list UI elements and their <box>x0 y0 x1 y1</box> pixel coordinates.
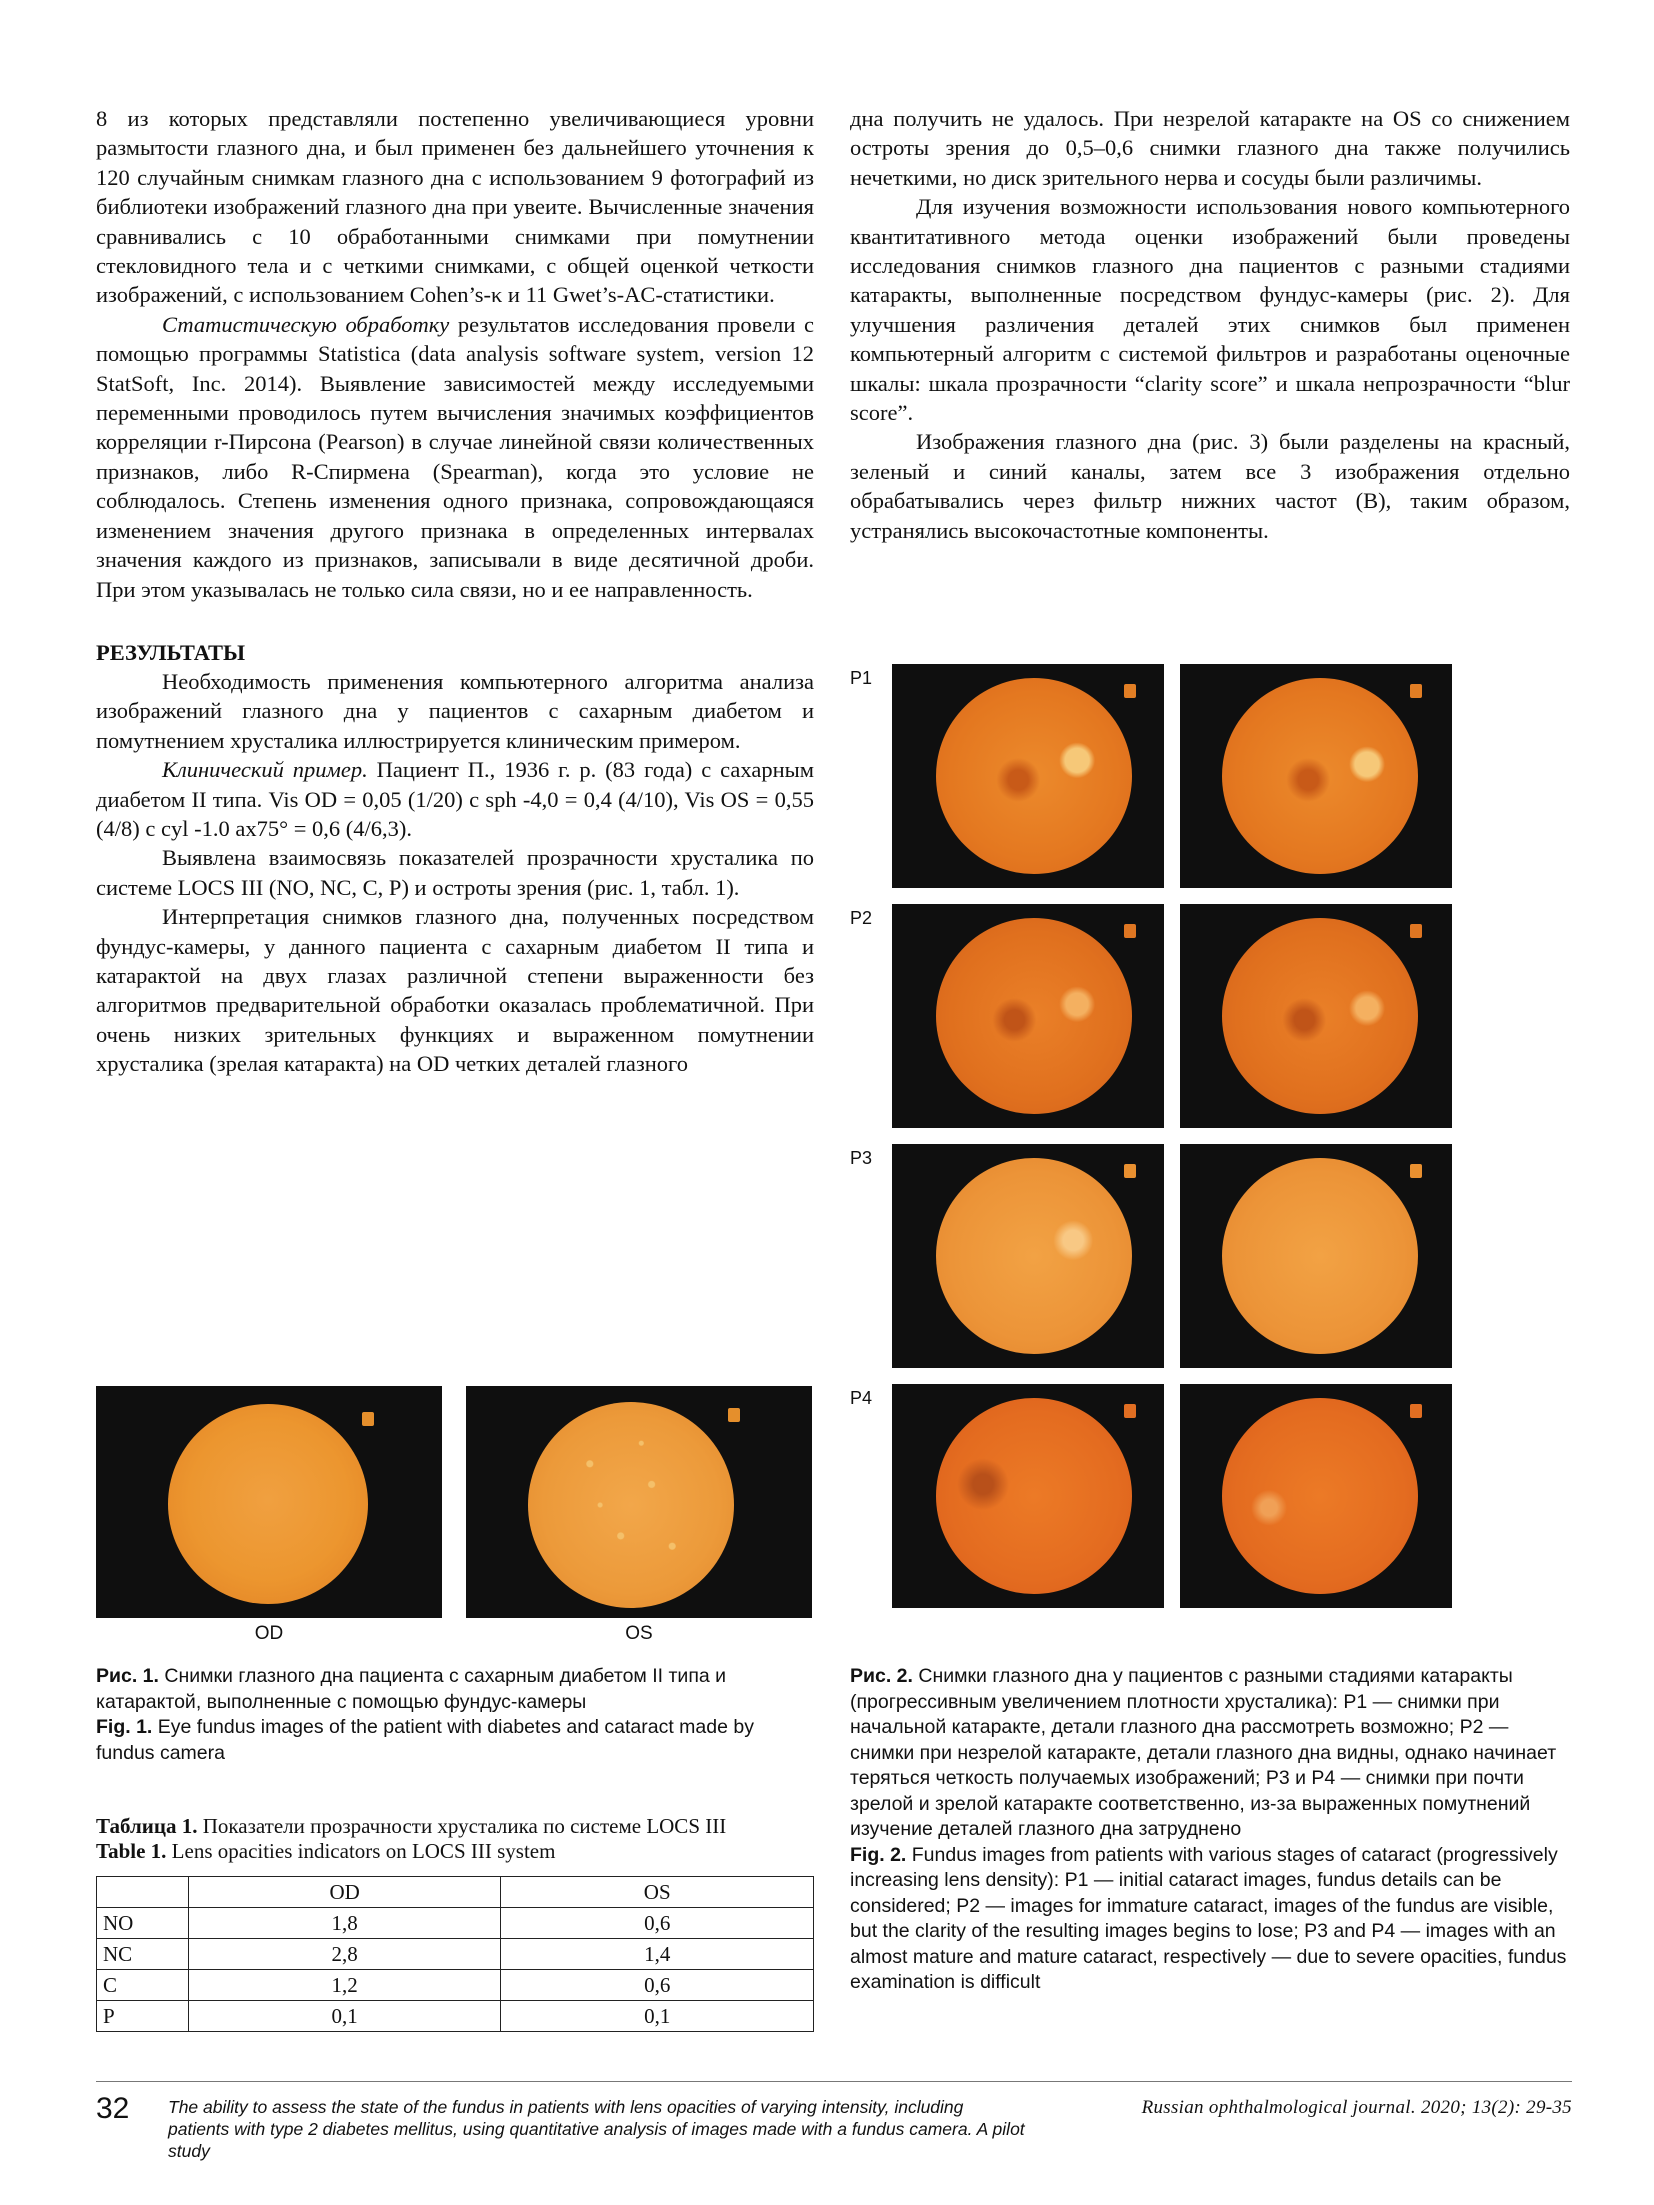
footer-article-title: The ability to assess the state of the fundus in patients with lens opacities of varying intensity, including patients with type 2 diabetes mellitus, using quantitative analysis of images made with a fundus camera. A pilot study <box>168 2097 1025 2161</box>
figure-2-caption <box>850 1664 1572 1996</box>
table-row <box>97 2001 814 2032</box>
table-header-cell <box>97 1877 189 1908</box>
fundus-disc <box>1222 918 1418 1114</box>
fundus-notch <box>1410 924 1422 938</box>
fundus-image-p2-left <box>892 904 1164 1128</box>
fundus-disc <box>1222 1158 1418 1354</box>
table-cell: 1,4 <box>501 1939 814 1970</box>
footer-journal: Russian ophthalmological journal. 2020; 13(2): 29-35 <box>1141 2097 1572 2118</box>
fundus-image-os <box>466 1386 812 1618</box>
row-label-p2: P2 <box>850 908 873 928</box>
table-1-title-ru: Таблица 1. Показатели прозрачности хрусталика по системе LOCS III <box>96 1814 727 1838</box>
page-number: 32 <box>96 2092 130 2125</box>
figure-1-caption-en: Fig. 1. Eye fundus images of the patient with diabetes and cataract made by fundus camera <box>96 1716 754 1764</box>
row-label-p3: P3 <box>850 1148 873 1168</box>
fundus-image-p4-right <box>1180 1384 1452 1608</box>
fundus-notch <box>1410 1164 1422 1178</box>
statistics-emphasis: Статистическую обработку <box>162 311 450 337</box>
table-cell: 1,8 <box>188 1908 501 1939</box>
fundus-image-p2-right <box>1180 904 1452 1128</box>
table-cell: 0,6 <box>501 1970 814 2001</box>
right-paragraph-method: Для изучения возможности использования нового компьютерного квантитативного метода оценки изображений были проведены исследования снимков глазного дна пациентов с разными стадиями катаракты, выполненные посредством фундус-камеры (рис. 2). Для улучшения различения деталей этих снимков был применен компьютерный алгоритм с системой фильтров и разработаны оценочные шкалы: шкала прозрачности “clarity score” и шкала непрозрачности “blur score”. <box>850 194 1570 426</box>
fundus-image-p3-left <box>892 1144 1164 1368</box>
row-label-p4: P4 <box>850 1388 873 1408</box>
fundus-disc <box>936 918 1132 1114</box>
table-cell: 0,6 <box>501 1908 814 1939</box>
left-paragraph-clinical <box>96 755 814 843</box>
table-header-cell: OD <box>188 1877 501 1908</box>
fundus-notch-od <box>362 1412 374 1426</box>
fundus-disc <box>1222 1398 1418 1594</box>
clinical-text: Пациент П., 1936 г. р. (83 года) с сахарным диабетом II типа. Vis OD = 0,05 (1/20) с sph -4,0 = 0,4 (4/10), Vis OS = 0,55 (4/8) с cyl -1.0 ax75° = 0,6 (4/6,3). <box>96 757 814 841</box>
table-cell: 0,1 <box>501 2001 814 2032</box>
left-paragraph-1: 8 из которых представляли постепенно увеличивающиеся уровни размытости глазного дна, и был применен без дальнейшего уточнения к 120 случайным снимкам глазного дна с использованием 9 фотографий из библиотеки изображений глазного дна при увеите. Вычисленные значения сравнивались с 10 обработанными снимками при помутнении стекловидного тела и с четкими снимками, с общей оценкой четкости изображений, с использованием Cohen’s-κ и 11 Gwet’s-AC-статистики. <box>96 106 814 308</box>
left-paragraph-correlation: Выявлена взаимосвязь показателей прозрачности хрусталика по системе LOCS III (NO, NC, C, P) и остроты зрения (рис. 1, табл. 1). <box>96 845 814 900</box>
right-column <box>850 104 1570 545</box>
label-od: OD <box>254 1623 284 1644</box>
table-cell: 0,1 <box>188 2001 501 2032</box>
figure-1-caption-ru: Рис. 1. Снимки глазного дна пациента с сахарным диабетом II типа и катарактой, выполненные с помощью фундус-камеры <box>96 1665 727 1713</box>
figure-2-caption-ru: Рис. 2. Снимки глазного дна у пациентов с разными стадиями катаракты (прогрессивным увеличением плотности хрусталика): P1 — снимки при начальной катаракте, детали глазного дна рассмотреть возможно; P2 — снимки при незрелой катаракте, детали глазного дна видны, однако начинает теряться четкость получаемых изображений; P3 и P4 — снимки при почти зрелой и зрелой катаракте соответственно, из-за выраженных помутнений изучение деталей глазного дна затруднено <box>850 1665 1557 1840</box>
locs-table <box>96 1876 814 2032</box>
fundus-image-p3-right <box>1180 1144 1452 1368</box>
fundus-notch <box>1124 1404 1136 1418</box>
fundus-disc <box>936 678 1132 874</box>
fundus-notch-os <box>728 1408 740 1422</box>
table-cell: NC <box>97 1939 189 1970</box>
footer-divider <box>96 2081 1572 2082</box>
table-header-row <box>97 1877 814 1908</box>
table-cell: 1,2 <box>188 1970 501 2001</box>
fundus-disc <box>936 1398 1132 1594</box>
right-paragraph-1: дна получить не удалось. При незрелой катаракте на OS со снижением остроты зрения до 0,5–0,6 снимки глазного дна также получились нечеткими, но диск зрительного нерва и сосуды были различимы. <box>850 106 1570 190</box>
table-row <box>97 1970 814 2001</box>
left-paragraph-statistics <box>96 310 814 604</box>
fundus-disc <box>936 1158 1132 1354</box>
table-row <box>97 1939 814 1970</box>
table-1-title-en: Table 1. Lens opacities indicators on LOCS III system <box>96 1839 556 1863</box>
fundus-disc <box>1222 678 1418 874</box>
fundus-disc-od <box>168 1404 368 1604</box>
table-cell: C <box>97 1970 189 2001</box>
right-paragraph-channels: Изображения глазного дна (рис. 3) были разделены на красный, зеленый и синий каналы, затем все 3 изображения отдельно обрабатывались через фильтр нижних частот (B), таким образом, устранялись высокочастотные компоненты. <box>850 429 1570 543</box>
figure-2-caption-en: Fig. 2. Fundus images from patients with various stages of cataract (progressively increasing lens density): P1 — initial cataract images, fundus details can be considered; P2 — images for immature cataract, images of the fundus are visible, but the clarity of the resulting images begins to lose; P3 and P4 — images with an almost mature and mature cataract, respectively — due to severe opacities, fundus examination is difficult <box>850 1843 1567 1993</box>
table-cell: NO <box>97 1908 189 1939</box>
fundus-notch <box>1124 684 1136 698</box>
fundus-image-p1-left <box>892 664 1164 888</box>
table-cell: P <box>97 2001 189 2032</box>
left-paragraph-results: Необходимость применения компьютерного алгоритма анализа изображений глазного дна у пациентов с сахарным диабетом и помутнением хрусталика иллюстрируется клиническим примером. <box>96 668 814 753</box>
label-os: OS <box>625 1623 653 1644</box>
figure-1-caption <box>96 1664 816 1766</box>
table-1-title <box>96 1814 816 1864</box>
results-heading: РЕЗУЛЬТАТЫ <box>96 639 246 665</box>
row-label-p1: P1 <box>850 668 873 688</box>
fundus-image-od <box>96 1386 442 1618</box>
table-cell: 2,8 <box>188 1939 501 1970</box>
fundus-notch <box>1124 924 1136 938</box>
statistics-text: результатов исследования провели с помощью программы Statistica (data analysis software system, version 12 StatSoft, Inc. 2014). Выявление зависимостей между исследуемыми переменными проводилось путем вычисления значимых коэффициентов корреляции r-Пирсона (Pearson) в случае линейной связи количественных признаков, либо R-Спирмена (Spearman), когда это условие не соблюдалось. Степень изменения одного признака, сопровождающаяся изменением значения другого признака в определенных интервалах значения каждого из признаков, записывали в виде десятичной дроби. При этом указывалась не только сила связи, но и ее направленность. <box>96 311 814 602</box>
left-column <box>96 104 814 1079</box>
table-header-cell: OS <box>501 1877 814 1908</box>
left-paragraph-interpretation: Интерпретация снимков глазного дна, полученных посредством фундус-камеры, у данного пациента с сахарным диабетом II типа и катарактой на двух глазах различной степени выраженности без алгоритмов предварительной обработки оказалась проблематичной. При очень низких зрительных функциях и выраженном помутнении хрусталика (зрелая катаракта) на OD четких деталей глазного <box>96 904 814 1077</box>
fundus-image-p4-left <box>892 1384 1164 1608</box>
table-row <box>97 1908 814 1939</box>
fundus-notch <box>1410 1404 1422 1418</box>
fundus-notch <box>1124 1164 1136 1178</box>
fundus-notch <box>1410 684 1422 698</box>
fundus-image-p1-right <box>1180 664 1452 888</box>
fundus-disc-os <box>528 1402 734 1608</box>
clinical-emphasis: Клинический пример. <box>162 757 368 783</box>
